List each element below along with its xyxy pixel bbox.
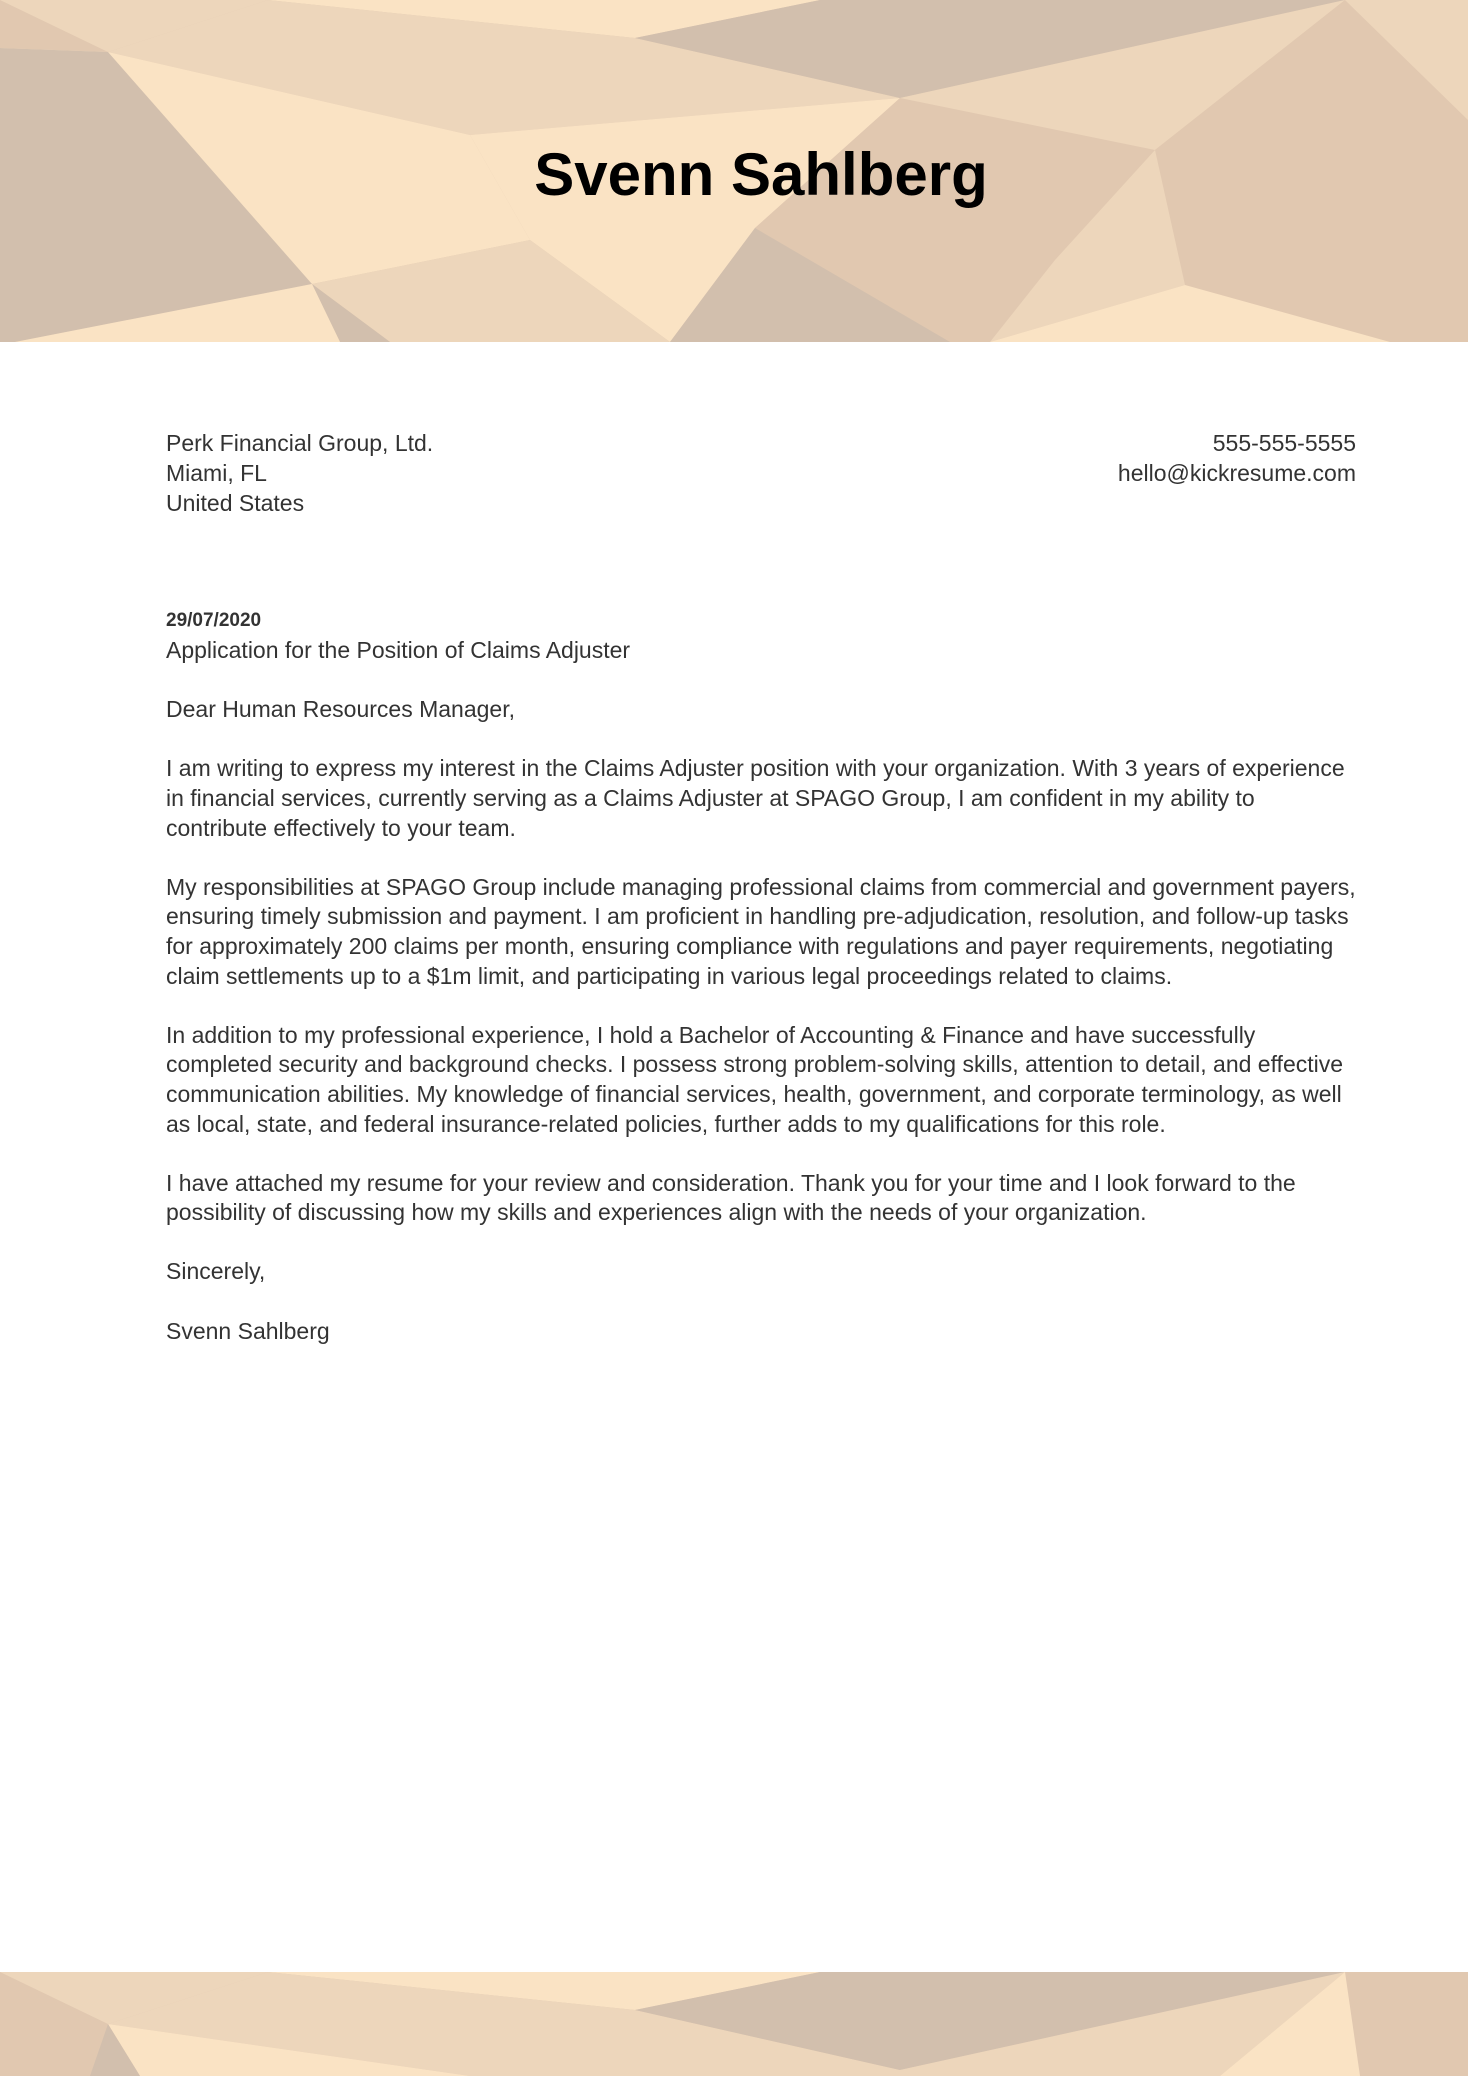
letter-paragraph: My responsibilities at SPAGO Group include managing professional claims from commercial and government payers, ensuring timely submission and payment. I am proficient in handling pre-adjudication, resolution, and follow-up tasks for approximately 200 claims per month, ensuring compliance with regulations and payer requirements, negotiating claim settlements up to a $1m limit, and participating in various legal proceedings related to claims. — [166, 873, 1356, 989]
contact-phone: 555-555-5555 — [1212, 430, 1356, 456]
letter-paragraph: In addition to my professional experience, I hold a Bachelor of Accounting & Finance and have successfully completed security and background checks. I possess strong problem-solving skills, attention to detail, and effective communication abilities. My knowledge of financial services, health, government, and corporate terminology, as well as local, state, and federal insurance-related policies, further adds to my qualifications for this role. — [166, 1021, 1344, 1137]
recipient-company: Perk Financial Group, Ltd. — [166, 430, 434, 456]
letter-paragraph: I am writing to express my interest in the Claims Adjuster position with your organization. With 3 years of experience in financial services, currently serving as a Claims Adjuster at SPAGO Group, I am confident in my ability to contribute effectively to your team. — [166, 755, 1345, 841]
contact-email: hello@kickresume.com — [1117, 460, 1356, 486]
recipient-city: Miami, FL — [166, 460, 267, 486]
header-banner — [0, 0, 1468, 342]
letter-salutation: Dear Human Resources Manager, — [166, 696, 515, 723]
footer-banner — [0, 1972, 1468, 2076]
letter-paragraph: I have attached my resume for your review and consideration. Thank you for your time and I look forward to the possibility of discussing how my skills and experiences align with the needs of your organization. — [166, 1169, 1296, 1226]
page-title: Svenn Sahlberg — [534, 141, 988, 208]
recipient-country: United States — [166, 490, 305, 516]
footer-polygon-pattern — [0, 1972, 1468, 2076]
sender-contact — [1118, 428, 1356, 488]
letter-closing: Sincerely, — [166, 1258, 266, 1285]
letter-subject: Application for the Position of Claims Adjuster — [166, 637, 631, 663]
letter-signature: Svenn Sahlberg — [166, 1317, 330, 1344]
letter-body — [166, 606, 1356, 1376]
recipient-address — [166, 428, 433, 518]
letter-date: 29/07/2020 — [166, 610, 262, 631]
